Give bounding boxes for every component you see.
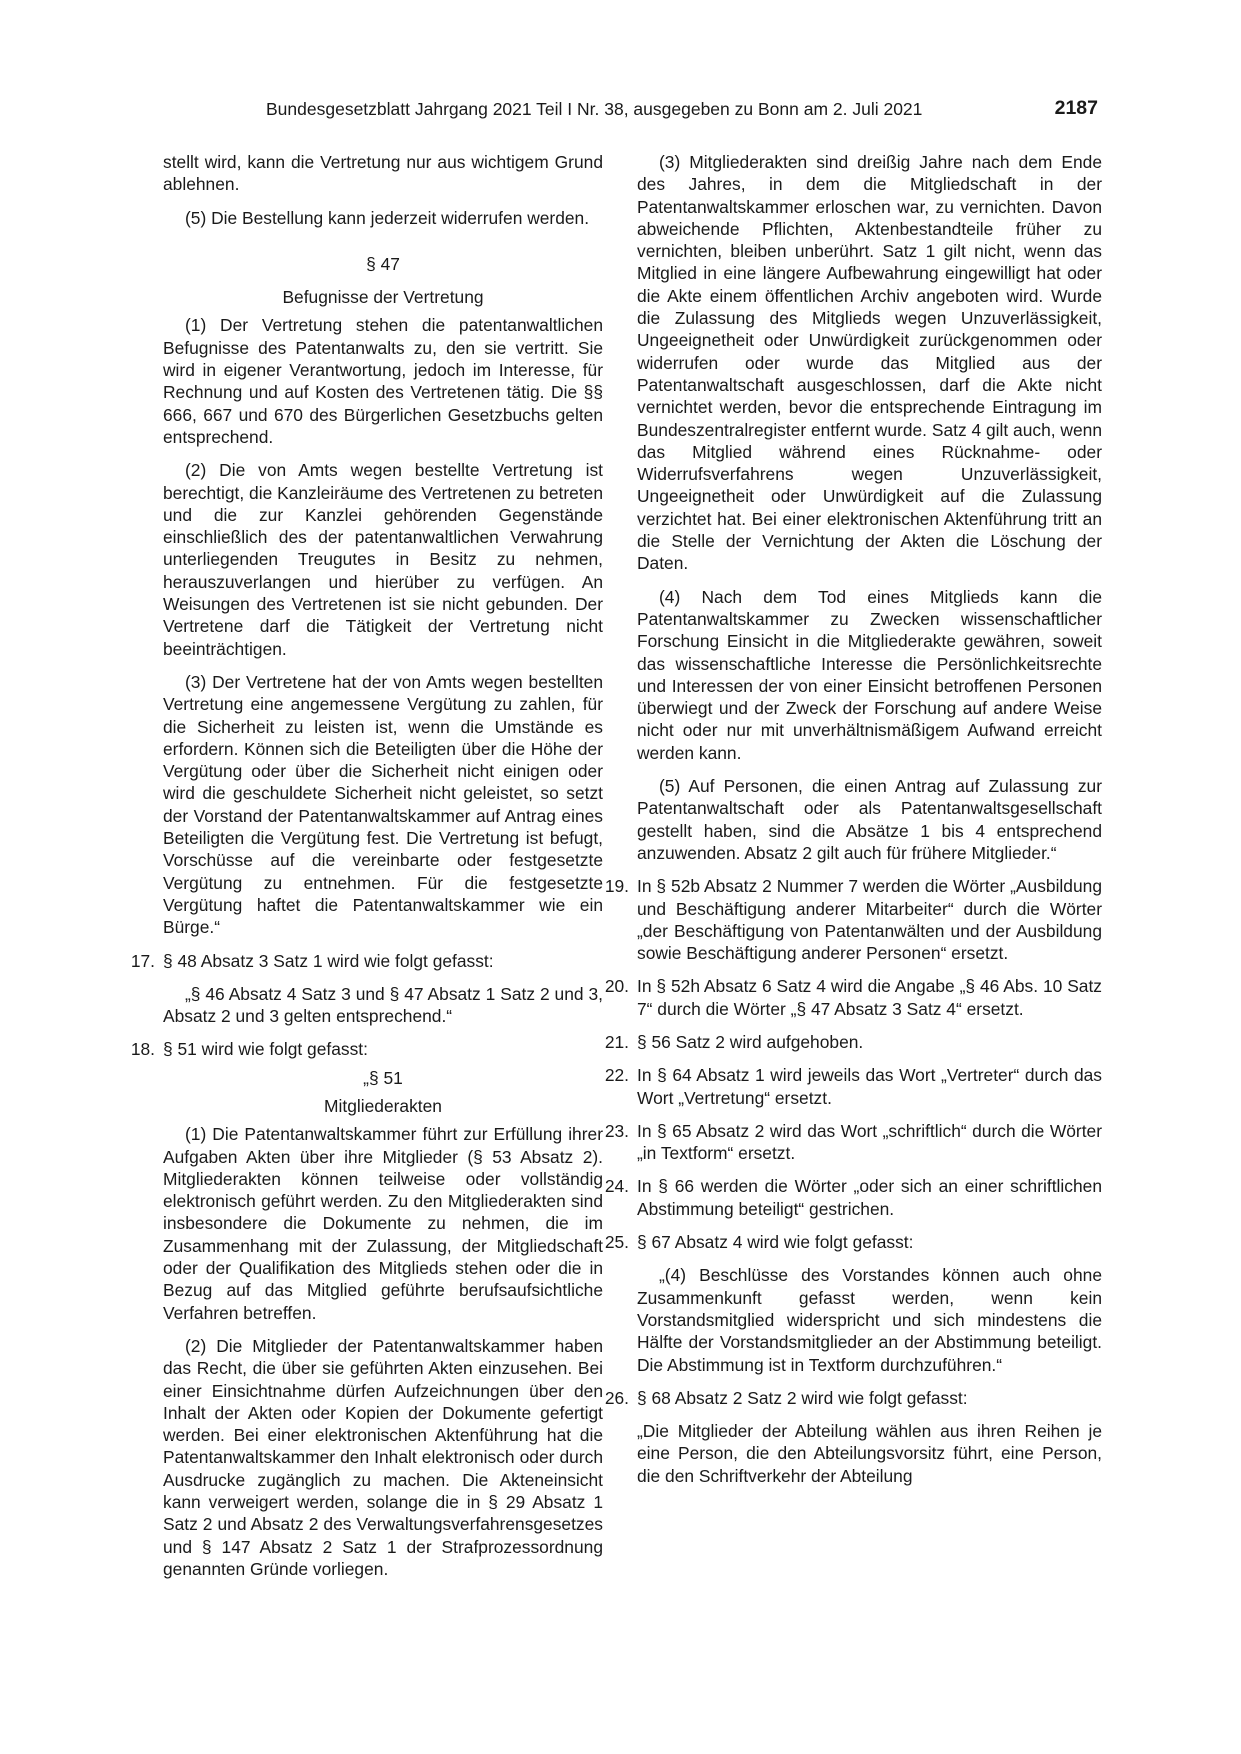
item-number: 20. (604, 976, 629, 997)
item-text: In § 64 Absatz 1 wird jeweils das Wort „Vertreter“ durch das Wort „Vertretung“ ersetzt. (637, 1065, 1102, 1108)
left-column (130, 151, 603, 1591)
section-51-paragraph-1: (1) Die Patentanwaltskammer führt zur Erfüllung ihrer Aufgaben Akten über ihre Mitglieder (§ 53 Absatz 2). Mitgliederakten können teilweise oder vollständig elektronisch geführt werden. Zu den Mitgliederakten sind insbesondere die Dokumente zu nehmen, die im Zusammenhang mit der Zulassung, der Mitgliedschaft oder der Qualifikation des Mitglieds stehen oder die in Bezug auf das Mitglied geführte berufsaufsichtliche Verfahren betreffen. (163, 1124, 603, 1323)
item-text: § 51 wird wie folgt gefasst: (163, 1039, 368, 1060)
list-item-24 (604, 1175, 1102, 1220)
list-item-26 (604, 1387, 1102, 1409)
item-text: In § 52h Absatz 6 Satz 4 wird die Angabe „§ 46 Abs. 10 Satz 7“ durch die Wörter „§ 47 Absatz 3 Satz 4“ ersetzt. (637, 976, 1102, 1019)
list-item-20 (604, 975, 1102, 1020)
item-text: § 67 Absatz 4 wird wie folgt gefasst: (637, 1232, 914, 1253)
item-text: In § 65 Absatz 2 wird das Wort „schriftlich“ durch die Wörter „in Textform“ ersetzt. (637, 1120, 1102, 1164)
list-item-19 (604, 875, 1102, 964)
item-number: 26. (604, 1387, 629, 1408)
item-text: In § 52b Absatz 2 Nummer 7 werden die Wörter „Ausbildung und Beschäftigung anderer Mitarbeiter“ durch die Wörter „der Beschäftigung von Patentanwälten und der Ausbildung sowie Beschäftigung anderer Personen“ ersetzt. (637, 876, 1102, 964)
list-item-23 (604, 1120, 1102, 1165)
right-column (604, 151, 1102, 1498)
page-number: 2187 (1054, 97, 1098, 119)
page-header (160, 99, 1100, 129)
section-51-paragraph-3: (3) Mitgliederakten sind dreißig Jahre nach dem Ende des Jahres, in dem die Mitgliedschaft in der Patentanwaltskammer erloschen war, zu vernichten. Davon abweichende Pflichten, Aktenbestandteile früher zu vernichten, bleiben unberührt. Satz 1 gilt nicht, wenn das Mitglied in eine längere Aufbewahrung eingewilligt hat oder die Akte einem öffentlichen Archiv angeboten wird. Wurde die Zulassung des Mitglieds wegen Unzuverlässigkeit, Ungeeignetheit oder Unwürdigkeit zurückgenommen oder widerrufen oder wurde das Mitglied aus der Patentanwaltschaft ausgeschlossen, darf die Akte nicht vernichtet werden, bevor die entsprechende Eintragung im Bundeszentralregister entfernt wurde. Satz 4 gilt auch, wenn das Mitglied während eines Rücknahme- oder Widerrufsverfahrens wegen Unzuverlässigkeit, Ungeeignetheit oder Unwürdigkeit auf die Zulassung verzichtet hat. Bei einer elektronischen Aktenführung tritt an die Stelle der Vernichtung der Akten die Löschung der Daten. (637, 152, 1102, 574)
section-51-paragraph-5: (5) Auf Personen, die einen Antrag auf Zulassung zur Patentanwaltschaft oder als Patentanwaltsgesellschaft gestellt haben, sind die Absätze 1 bis 4 entsprechend anzuwenden. Absatz 2 gilt auch für frühere Mitglieder.“ (637, 776, 1102, 863)
item-number: 23. (604, 1120, 629, 1141)
item-17-quote: „§ 46 Absatz 4 Satz 3 und § 47 Absatz 1 Satz 2 und 3, Absatz 2 und 3 gelten entsprechend.“ (163, 983, 603, 1027)
item-25-quote: „(4) Beschlüsse des Vorstandes können auch ohne Zusammenkunft gefasst werden, wenn kein Vorstandsmitglied widerspricht und sich mindestens die Hälfte der Vorstandsmitglieder an der Abstimmung beteiligt. Die Abstimmung ist in Textform durchzuführen.“ (637, 1265, 1102, 1375)
item-26-quote: „Die Mitglieder der Abteilung wählen aus ihren Reihen je eine Person, die den Abteilungsvorsitz führt, eine Person, die den Schriftverkehr der Abteilung (637, 1421, 1102, 1486)
section-47-title: § 47 (366, 253, 400, 274)
item-text: § 48 Absatz 3 Satz 1 wird wie folgt gefasst: (163, 950, 494, 971)
item-text: § 68 Absatz 2 Satz 2 wird wie folgt gefasst: (637, 1387, 968, 1408)
section-51-paragraph-4: (4) Nach dem Tod eines Mitglieds kann die Patentanwaltskammer zu Zwecken wissenschaftlicher Forschung Einsicht in die Mitgliederakte gewähren, soweit das wissenschaftliche Interesse die Persönlichkeitsrechte und Interessen der von einer Einsicht betroffenen Personen überwiegt und der Zweck der Forschung auf andere Weise nicht oder nur mit unverhältnismäßigem Aufwand erreicht werden kann. (637, 586, 1102, 763)
section-47-paragraph-1: (1) Der Vertretung stehen die patentanwaltlichen Befugnisse des Patentanwalts zu, den sie vertritt. Sie wird in eigener Verantwortung, jedoch im Interesse, für Rechnung und auf Kosten des Vertretenen tätig. Die §§ 666, 667 und 670 des Bürgerlichen Gesetzbuchs gelten entsprechend. (163, 315, 603, 447)
paragraph-continuation: stellt wird, kann die Vertretung nur aus wichtigem Grund ablehnen. (163, 152, 603, 195)
item-number: 18. (130, 1039, 155, 1060)
item-number: 25. (604, 1232, 629, 1253)
section-51-paragraph-2: (2) Die Mitglieder der Patentanwaltskammer haben das Recht, die über sie geführten Akten einzusehen. Bei einer Einsichtnahme dürfen Aufzeichnungen über den Inhalt der Akten oder Kopien der Dokumente gefertigt werden. Bei einer elektronischen Aktenführung hat die Patentanwaltskammer den Inhalt elektronisch oder durch Ausdrucke zugänglich zu machen. Die Akteneinsicht kann verweigert werden, solange die in § 29 Absatz 1 Satz 2 und Absatz 2 des Verwaltungsverfahrensgesetzes und § 147 Absatz 2 Satz 1 der Strafprozessordnung genannten Gründe vorliegen. (163, 1335, 603, 1579)
list-item-25 (604, 1231, 1102, 1253)
list-item-21 (604, 1031, 1102, 1053)
item-number: 24. (604, 1176, 629, 1197)
section-51-title: „§ 51 (363, 1067, 403, 1088)
section-51-heading: Mitgliederakten (324, 1095, 442, 1116)
item-number: 22. (604, 1065, 629, 1086)
list-item-18 (130, 1038, 603, 1060)
header-title: Bundesgesetzblatt Jahrgang 2021 Teil I Nr. 38, ausgegeben zu Bonn am 2. Juli 2021 (266, 99, 923, 119)
section-47-paragraph-3: (3) Der Vertretene hat der von Amts wegen bestellten Vertretung eine angemessene Vergütung zu zahlen, für die Sicherheit zu leisten ist, wenn die Umstände es erfordern. Können sich die Beteiligten über die Höhe der Vergütung oder über die Sicherheit nicht einigen oder wird die geschuldete Sicherheit nicht geleistet, so setzt der Vorstand der Patentanwaltskammer auf Antrag eines Beteiligten die Vergütung fest. Die Vertretung ist befugt, Vorschüsse auf die vereinbarte oder festgesetzte Vergütung zu entnehmen. Für die festgesetzte Vergütung haftet die Patentanwaltskammer wie ein Bürge.“ (163, 671, 603, 938)
item-text: § 56 Satz 2 wird aufgehoben. (637, 1031, 864, 1052)
section-47-heading: Befugnisse der Vertretung (282, 287, 484, 308)
list-item-17 (130, 950, 603, 972)
paragraph-5: (5) Die Bestellung kann jederzeit widerrufen werden. (185, 207, 590, 228)
item-number: 19. (604, 876, 629, 897)
section-47-paragraph-2: (2) Die von Amts wegen bestellte Vertretung ist berechtigt, die Kanzleiräume des Vertretenen zu betreten und die zur Kanzlei gehörenden Gegenstände einschließlich des der patentanwaltlichen Verwahrung unterliegenden Treugutes in Besitz zu nehmen, herauszuverlangen und hierüber zu verfügen. An Weisungen des Vertretenen ist sie nicht gebunden. Der Vertretene darf die Tätigkeit der Vertretung nicht beeinträchtigen. (163, 460, 603, 659)
item-number: 21. (604, 1031, 629, 1052)
item-number: 17. (130, 950, 155, 971)
list-item-22 (604, 1064, 1102, 1109)
item-text: In § 66 werden die Wörter „oder sich an einer schriftlichen Abstimmung beteiligt“ gestrichen. (637, 1176, 1102, 1219)
